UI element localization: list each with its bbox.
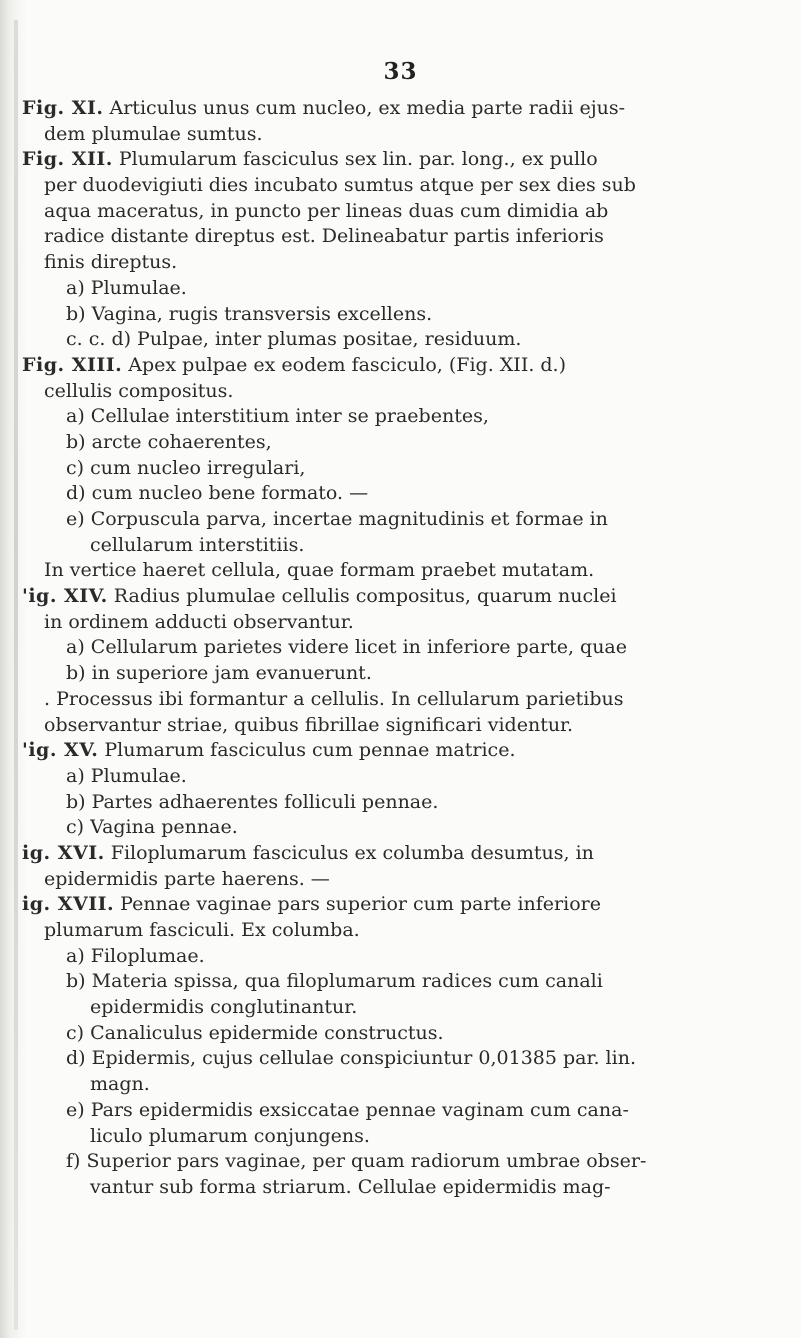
line-text: epidermidis parte haerens. — <box>44 867 330 890</box>
line-text: observantur striae, quibus fibrillae significari videntur. <box>44 713 574 736</box>
text-line <box>22 867 762 893</box>
legend-item-line <box>22 430 762 456</box>
line-text: radice distante direptus est. Delineabatur partis inferioris <box>44 225 604 248</box>
line-text: a) Plumulae. <box>66 276 187 299</box>
line-text: aqua maceratus, in puncto per lineas duas cum dimidia ab <box>44 199 609 222</box>
line-text: finis direptus. <box>44 251 178 274</box>
line-text: liculo plumarum conjungens. <box>90 1124 370 1147</box>
text-line <box>22 713 762 739</box>
line-text: Radius plumulae cellulis compositus, quarum nuclei <box>107 585 617 608</box>
line-text: a) Cellulae interstitium inter se praebentes, <box>66 405 489 428</box>
line-text: magn. <box>90 1073 150 1096</box>
legend-item-line <box>22 1021 762 1047</box>
line-text: a) Plumulae. <box>66 764 187 787</box>
line-text: a) Cellularum parietes videre licet in inferiore parte, quae <box>66 636 628 659</box>
line-text: epidermidis conglutinantur. <box>90 996 358 1019</box>
line-text: per duodevigiuti dies incubato sumtus atque per sex dies sub <box>44 174 636 197</box>
line-text: . Processus ibi formantur a cellulis. In cellularum parietibus <box>44 687 624 710</box>
figure-entry-line <box>22 584 762 610</box>
page-number: 33 <box>383 58 418 85</box>
figure-legend-text <box>22 96 762 1201</box>
line-text: a) Filoplumae. <box>66 944 205 967</box>
legend-item-line <box>22 404 762 430</box>
legend-item-line <box>22 790 762 816</box>
text-line <box>22 250 762 276</box>
line-text: in ordinem adducti observantur. <box>44 610 354 633</box>
line-text: b) Vagina, rugis transversis excellens. <box>66 302 433 325</box>
text-line <box>22 918 762 944</box>
line-text: Filoplumarum fasciculus ex columba desumtus, in <box>104 841 594 864</box>
line-text: c) cum nucleo irregulari, <box>66 456 306 479</box>
legend-item-line <box>22 635 762 661</box>
legend-item-line <box>22 1046 762 1072</box>
line-text: b) arcte cohaerentes, <box>66 430 272 453</box>
text-line <box>22 224 762 250</box>
text-line <box>22 610 762 636</box>
line-text: cellularum interstitiis. <box>90 533 305 556</box>
figure-label: 'ig. XIV. <box>22 585 108 608</box>
legend-item-line <box>22 1175 762 1201</box>
line-text: b) Partes adhaerentes folliculi pennae. <box>66 790 439 813</box>
text-line <box>22 122 762 148</box>
line-text: vantur sub forma striarum. Cellulae epidermidis mag- <box>90 1175 611 1198</box>
legend-item-line <box>22 456 762 482</box>
line-text: plumarum fasciculi. Ex columba. <box>44 919 360 941</box>
figure-entry-line <box>22 147 762 173</box>
line-text: c. c. d) Pulpae, inter plumas positae, residuum. <box>66 328 522 351</box>
legend-item-line <box>22 302 762 328</box>
figure-label: Fig. XIII. <box>22 353 123 376</box>
line-text: In vertice haeret cellula, quae formam praebet mutatam. <box>44 559 595 582</box>
line-text: Plumarum fasciculus cum pennae matrice. <box>98 739 516 762</box>
legend-item-line <box>22 1124 762 1150</box>
legend-item-line <box>22 815 762 841</box>
legend-item-line <box>22 276 762 302</box>
figure-label: 'ig. XV. <box>22 739 99 762</box>
binding-shadow <box>14 20 18 1330</box>
line-text: e) Pars epidermidis exsiccatae pennae vaginam cum cana- <box>66 1098 629 1121</box>
figure-entry-line <box>22 738 762 764</box>
legend-item-line <box>22 969 762 995</box>
figure-entry-line <box>22 892 762 918</box>
figure-label: Fig. XII. <box>22 148 113 171</box>
line-text: Plumularum fasciculus sex lin. par. long., ex pullo <box>112 148 598 171</box>
line-text: d) Epidermis, cujus cellulae conspiciuntur 0,01385 par. lin. <box>66 1047 636 1070</box>
legend-item-line <box>22 481 762 507</box>
line-text: Articulus unus cum nucleo, ex media parte radii ejus- <box>103 97 626 119</box>
figure-label: ig. XVI. <box>22 841 105 864</box>
text-line <box>22 558 762 584</box>
figure-label: ig. XVII. <box>22 893 115 916</box>
legend-item-line <box>22 507 762 533</box>
figure-entry-line <box>22 353 762 379</box>
text-line <box>22 379 762 405</box>
line-text: c) Vagina pennae. <box>66 816 238 839</box>
line-text: cellulis compositus. <box>44 379 234 402</box>
text-line <box>22 173 762 199</box>
line-text: b) Materia spissa, qua filoplumarum radices cum canali <box>66 970 603 993</box>
legend-item-line <box>22 995 762 1021</box>
legend-item-line <box>22 1098 762 1124</box>
legend-item-line <box>22 1072 762 1098</box>
legend-item-line <box>22 944 762 970</box>
figure-entry-line <box>22 841 762 867</box>
line-text: d) cum nucleo bene formato. — <box>66 482 369 505</box>
figure-label: Fig. XI. <box>22 97 104 119</box>
legend-item-line <box>22 533 762 559</box>
legend-item-line <box>22 1149 762 1175</box>
line-text: e) Corpuscula parva, incertae magnitudinis et formae in <box>66 508 608 530</box>
text-line <box>22 199 762 225</box>
line-text: b) in superiore jam evanuerunt. <box>66 662 372 685</box>
legend-item-line <box>22 661 762 687</box>
line-text: Pennae vaginae pars superior cum parte inferiore <box>114 893 601 916</box>
legend-item-line <box>22 764 762 790</box>
figure-entry-line <box>22 96 762 122</box>
line-text: dem plumulae sumtus. <box>44 122 263 145</box>
line-text: Apex pulpae ex eodem fasciculo, (Fig. XII. d.) <box>122 353 567 376</box>
text-line <box>22 687 762 713</box>
legend-item-line <box>22 327 762 353</box>
line-text: c) Canaliculus epidermide constructus. <box>66 1021 444 1044</box>
line-text: f) Superior pars vaginae, per quam radiorum umbrae obser- <box>66 1150 647 1173</box>
